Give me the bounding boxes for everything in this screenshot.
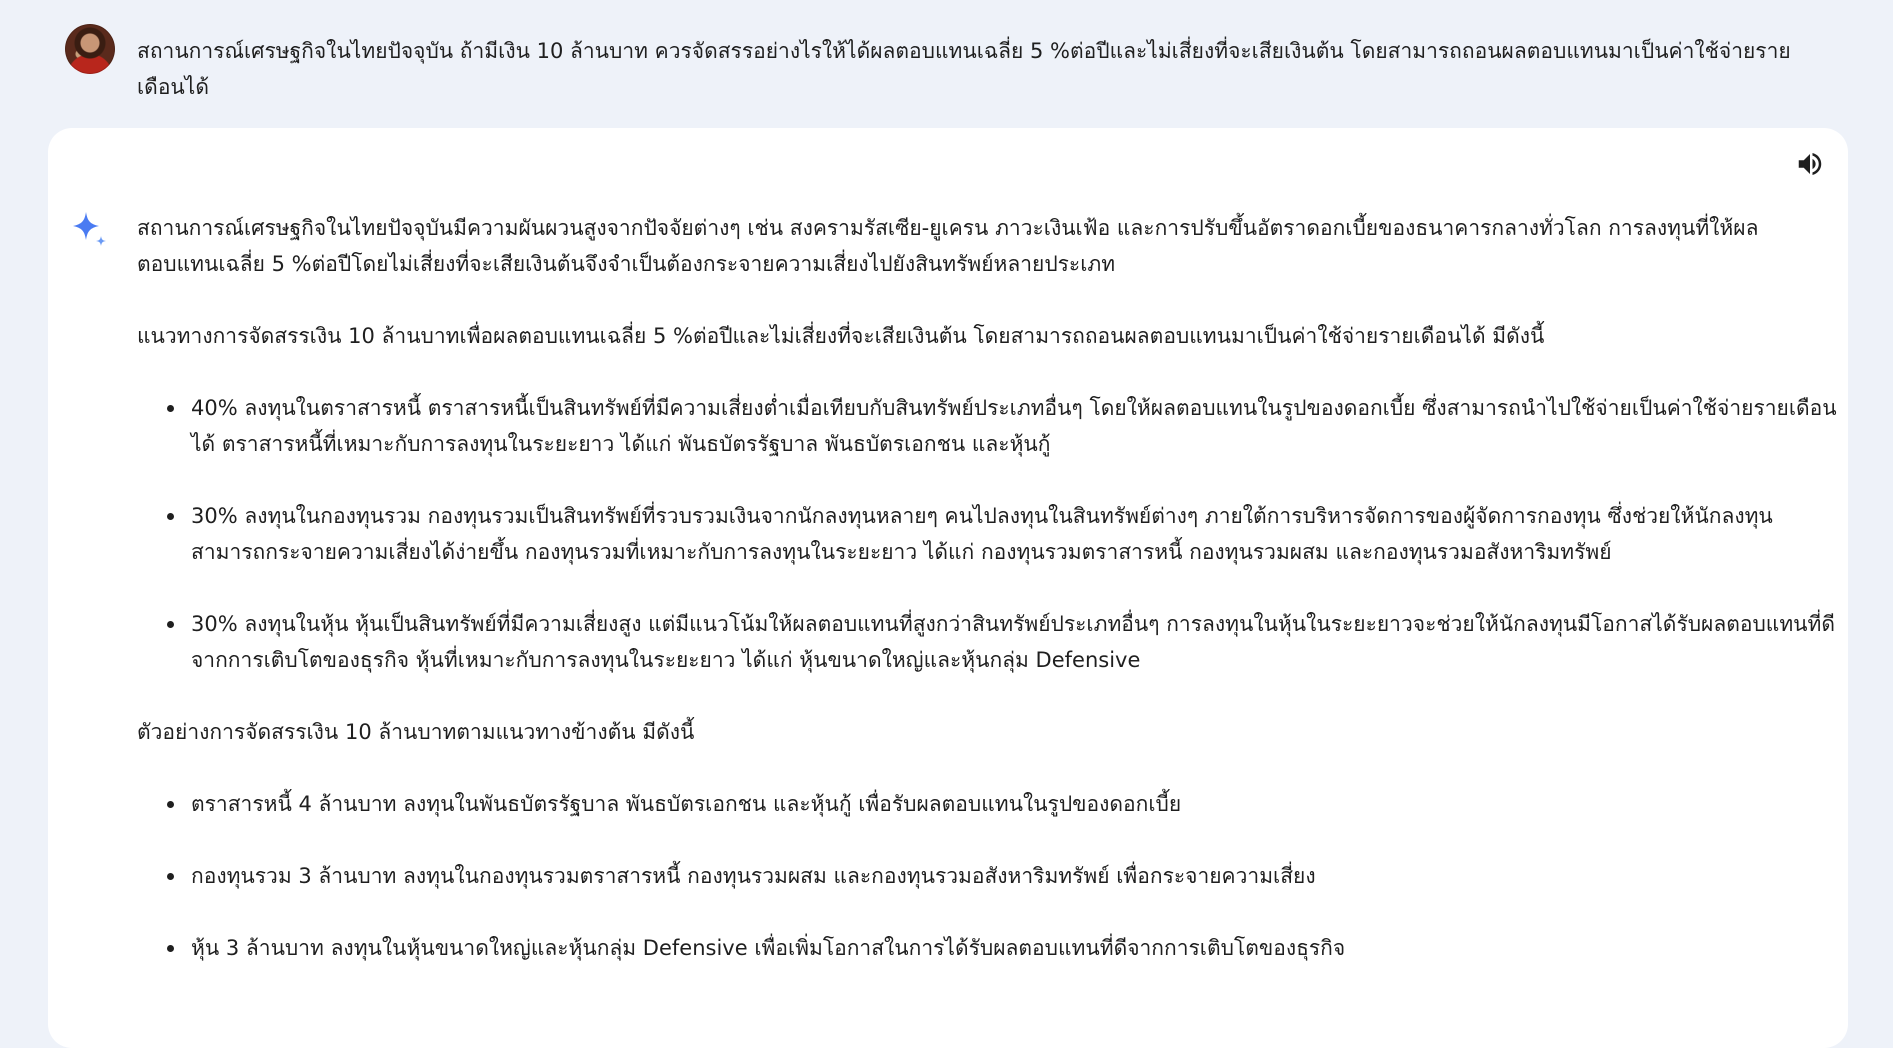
list-item: 30% ลงทุนในหุ้น หุ้นเป็นสินทรัพย์ที่มีความเสี่ยงสูง แต่มีแนวโน้มให้ผลตอบแทนที่สูงกว่าสินทรัพย์ประเภทอื่นๆ การลงทุนในหุ้นในระยะยาวจะช่วยให้นักลงทุนมีโอกาสได้รับผลตอบแทนที่ดีจากการเติบโตของธุรกิจ หุ้นที่เหมาะกับการลงทุนในระยะยาว ได้แก่ หุ้นขนาดใหญ่และหุ้นกลุ่ม Defensive (191, 606, 1837, 678)
list-item: กองทุนรวม 3 ล้านบาท ลงทุนในกองทุนรวมตราสารหนี้ กองทุนรวมผสม และกองทุนรวมอสังหาริมทรัพย์ เพื่อกระจายความเสี่ยง (191, 858, 1837, 894)
sparkle-icon (68, 208, 112, 252)
list-item: ตราสารหนี้ 4 ล้านบาท ลงทุนในพันธบัตรรัฐบาล พันธบัตรเอกชน และหุ้นกู้ เพื่อรับผลตอบแทนในรูปของดอกเบี้ย (191, 786, 1837, 822)
example-list (137, 786, 1837, 966)
list-item: 40% ลงทุนในตราสารหนี้ ตราสารหนี้เป็นสินทรัพย์ที่มีความเสี่ยงต่ำเมื่อเทียบกับสินทรัพย์ประเภทอื่นๆ โดยให้ผลตอบแทนในรูปของดอกเบี้ย ซึ่งสามารถนำไปใช้จ่ายเป็นค่าใช้จ่ายรายเดือนได้ ตราสารหนี้ที่เหมาะกับการลงทุนในระยะยาว ได้แก่ พันธบัตรรัฐบาล พันธบัตรเอกชน และหุ้นกู้ (191, 390, 1837, 462)
list-item: หุ้น 3 ล้านบาท ลงทุนในหุ้นขนาดใหญ่และหุ้นกลุ่ม Defensive เพื่อเพิ่มโอกาสในการได้รับผลตอบแทนที่ดีจากการเติบโตของธุรกิจ (191, 930, 1837, 966)
guideline-heading: แนวทางการจัดสรรเงิน 10 ล้านบาทเพื่อผลตอบแทนเฉลี่ย 5 %ต่อปีและไม่เสี่ยงที่จะเสียเงินต้น โดยสามารถถอนผลตอบแทนมาเป็นค่าใช้จ่ายรายเดือนได้ มีดังนี้ (137, 324, 1545, 348)
example-heading: ตัวอย่างการจัดสรรเงิน 10 ล้านบาทตามแนวทางข้างต้น มีดังนี้ (137, 720, 695, 744)
response-intro: สถานการณ์เศรษฐกิจในไทยปัจจุบันมีความผันผวนสูงจากปัจจัยต่างๆ เช่น สงครามรัสเซีย-ยูเครน ภาวะเงินเฟ้อ และการปรับขึ้นอัตราดอกเบี้ยของธนาคารกลางทั่วโลก การลงทุนที่ให้ผลตอบแทนเฉลี่ย 5 %ต่อปีโดยไม่เสี่ยงที่จะเสียเงินต้นจึงจำเป็นต้องกระจายความเสี่ยงไปยังสินทรัพย์หลายประเภท (137, 216, 1759, 276)
response-card (48, 128, 1848, 1048)
user-prompt-text: สถานการณ์เศรษฐกิจในไทยปัจจุบัน ถ้ามีเงิน 10 ล้านบาท ควรจัดสรรอย่างไรให้ได้ผลตอบแทนเฉลี่ย 5 %ต่อปีและไม่เสี่ยงที่จะเสียเงินต้น โดยสามารถถอนผลตอบแทนมาเป็นค่าใช้จ่ายรายเดือนได้ (137, 39, 1791, 99)
user-message (65, 24, 1855, 105)
list-item: 30% ลงทุนในกองทุนรวม กองทุนรวมเป็นสินทรัพย์ที่รวบรวมเงินจากนักลงทุนหลายๆ คนไปลงทุนในสินทรัพย์ต่างๆ ภายใต้การบริหารจัดการของผู้จัดการกองทุน ซึ่งช่วยให้นักลงทุนสามารถกระจายความเสี่ยงได้ง่ายขึ้น กองทุนรวมที่เหมาะกับการลงทุนในระยะยาว ได้แก่ กองทุนรวมตราสารหนี้ กองทุนรวมผสม และกองทุนรวมอสังหาริมทรัพย์ (191, 498, 1837, 570)
response-body (137, 210, 1837, 1002)
speaker-icon[interactable] (1794, 148, 1826, 180)
user-avatar[interactable] (65, 24, 115, 74)
guideline-list (137, 390, 1837, 678)
